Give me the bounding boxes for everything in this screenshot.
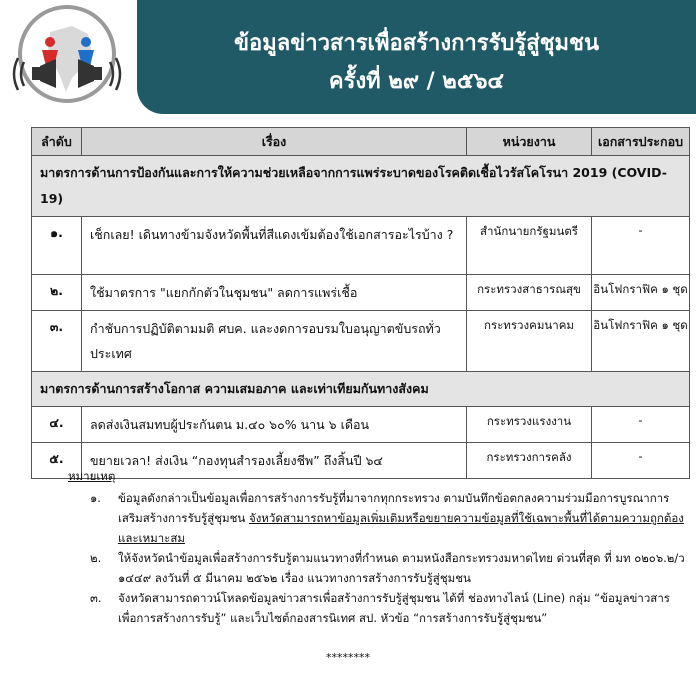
people-megaphone-icon	[10, 4, 128, 112]
note-text-underlined: จังหวัดสามารถหาข้อมูลเพิ่มเติมหรือขยายความข้อมูลที่ใช้เฉพาะพื้นที่ได้ตามความถูกต้องและเหมาะสม	[118, 511, 684, 545]
notes-section	[68, 466, 688, 628]
row-topic: ใช้มาตรการ "แยกกักตัวในชุมชน" ลดการแพร่เชื้อ	[82, 275, 467, 311]
row-agency: กระทรวงการคลัง	[467, 443, 592, 479]
title-banner	[137, 0, 696, 114]
row-topic: กำชับการปฏิบัติตามมติ ศบค. และงดการอบรมใบอนุญาตขับรถทั่วประเทศ	[82, 311, 467, 372]
row-number: ๒.	[32, 275, 82, 311]
note-text	[90, 488, 688, 548]
info-table	[31, 127, 690, 479]
row-document: -	[592, 443, 690, 479]
note-number: ๑.	[90, 491, 101, 505]
row-agency: กระทรวงสาธารณสุข	[467, 275, 592, 311]
row-document: อินโฟกราฟิค ๑ ชุด	[592, 311, 690, 372]
row-agency: กระทรวงคมนาคม	[467, 311, 592, 372]
row-topic: ขยายเวลา! ส่งเงิน “กองทุนสำรองเลี้ยงชีพ” ถึงสิ้นปี ๖๔	[82, 443, 467, 479]
table-row	[32, 311, 690, 372]
section-covid: มาตรการด้านการป้องกันและการให้ความช่วยเหลือจากการแพร่ระบาดของโรคติดเชื้อไวรัสโคโรนา 2019 (COVID-19)	[32, 156, 690, 217]
page-title: ข้อมูลข่าวสารเพื่อสร้างการรับรู้สู่ชุมชน	[233, 31, 600, 56]
header-documents: เอกสารประกอบ	[592, 128, 690, 156]
table-row	[32, 275, 690, 311]
note-text: จังหวัดสามารถดาวน์โหลดข้อมูลข่าวสารเพื่อสร้างการรับรู้สู่ชุมชน ได้ที่ ช่องทางไลน์ (Line) กลุ่ม “ข้อมูลข่าวสารเพื่อการสร้างการรับรู้” และเว็บไซต์กองสารนิเทศ สป. หัวข้อ “การสร้างการรับรู้สู่ชุมชน”	[118, 591, 670, 625]
row-topic: เช็กเลย! เดินทางข้ามจังหวัดพื้นที่สีแดงเข้มต้องใช้เอกสารอะไรบ้าง ?	[82, 217, 467, 275]
issue-number: ครั้งที่ ๒๙ / ๒๕๖๔	[328, 69, 505, 94]
end-mark: ********	[326, 651, 370, 664]
note-item	[68, 588, 688, 628]
section-row	[32, 372, 690, 407]
table-header-row	[32, 128, 690, 156]
section-equality: มาตรการด้านการสร้างโอกาส ความเสมอภาค และเท่าเทียมกันทางสังคม	[32, 372, 690, 407]
table-row	[32, 217, 690, 275]
row-number: ๕.	[32, 443, 82, 479]
row-number: ๓.	[32, 311, 82, 372]
row-agency: สำนักนายกรัฐมนตรี	[467, 217, 592, 275]
note-item	[68, 548, 688, 588]
row-agency: กระทรวงแรงงาน	[467, 407, 592, 443]
section-row	[32, 156, 690, 217]
row-document: -	[592, 217, 690, 275]
row-document: -	[592, 407, 690, 443]
notes-title: หมายเหตุ	[68, 469, 116, 483]
header-agency: หน่วยงาน	[467, 128, 592, 156]
row-number: ๑.	[32, 217, 82, 275]
row-topic: ลดส่งเงินสมทบผู้ประกันตน ม.๔๐ ๖๐% นาน ๖ เดือน	[82, 407, 467, 443]
table-row	[32, 407, 690, 443]
note-text-plain: ข้อมูลดังกล่าวเป็นข้อมูลเพื่อการสร้างการรับรู้ที่มาจากทุกกระทรวง ตามบันทึกข้อตกลงความร่วมมือการบูรณาการเสริมสร้างการรับรู้สู่ชุมชน	[118, 491, 670, 525]
note-number: ๓.	[90, 591, 102, 605]
note-item	[68, 488, 688, 548]
row-number: ๔.	[32, 407, 82, 443]
header-order: ลำดับ	[32, 128, 82, 156]
note-number: ๒.	[90, 551, 102, 565]
row-document: อินโฟกราฟิค ๑ ชุด	[592, 275, 690, 311]
logo	[10, 4, 128, 112]
header-topic: เรื่อง	[82, 128, 467, 156]
note-text: ให้จังหวัดนำข้อมูลเพื่อสร้างการรับรู้ตามแนวทางที่กำหนด ตามหนังสือกระทรวงมหาดไทย ด่วนที่สุด ที่ มท ๐๒๐๖.๒/ว ๑๔๔๙ ลงวันที่ ๕ มีนาคม ๒๕๖๒ เรื่อง แนวทางการสร้างการรับรู้สู่ชุมชน	[118, 551, 685, 585]
